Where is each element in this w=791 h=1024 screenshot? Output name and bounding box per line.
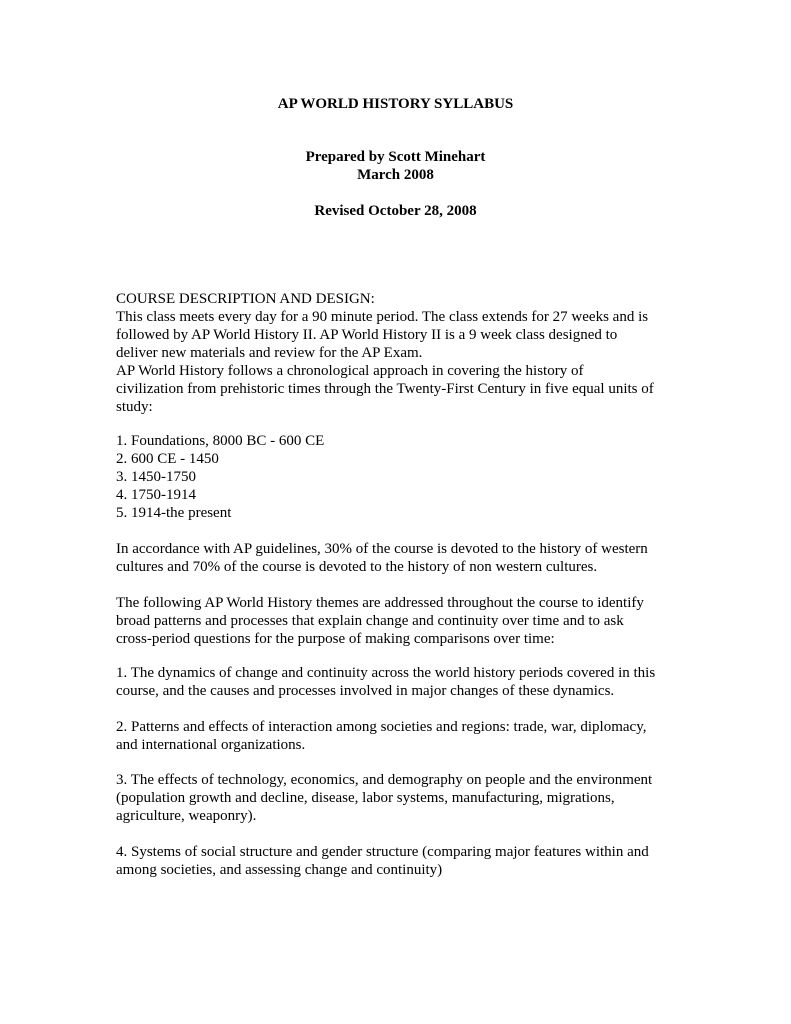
unit-item: 3. 1450-1750 bbox=[116, 469, 196, 485]
paragraph-line: The following AP World History themes are addressed throughout the course to identify bbox=[116, 595, 644, 611]
paragraph-line: deliver new materials and review for the AP Exam. bbox=[116, 345, 423, 361]
unit-item: 4. 1750-1914 bbox=[116, 487, 196, 503]
theme-line: 1. The dynamics of change and continuity across the world history periods covered in this bbox=[116, 665, 656, 681]
paragraph-line: study: bbox=[116, 399, 153, 415]
paragraph-line: AP World History follows a chronological approach in covering the history of bbox=[116, 363, 584, 379]
paragraph-line: In accordance with AP guidelines, 30% of the course is devoted to the history of western bbox=[116, 541, 648, 557]
theme-line: 4. Systems of social structure and gender structure (comparing major features within and bbox=[116, 844, 649, 860]
revised-date: Revised October 28, 2008 bbox=[314, 203, 477, 219]
theme-item-2 bbox=[116, 718, 682, 754]
theme-line: and international organizations. bbox=[116, 737, 306, 753]
paragraph-line: followed by AP World History II. AP World History II is a 9 week class designed to bbox=[116, 327, 618, 343]
document-title: AP WORLD HISTORY SYLLABUS bbox=[277, 96, 514, 112]
unit-item: 5. 1914-the present bbox=[116, 505, 232, 521]
theme-line: 3. The effects of technology, economics, and demography on people and the environment bbox=[116, 772, 653, 788]
theme-line: course, and the causes and processes involved in major changes of these dynamics. bbox=[116, 683, 615, 699]
unit-item: 1. Foundations, 8000 BC - 600 CE bbox=[116, 433, 325, 449]
theme-line: 2. Patterns and effects of interaction among societies and regions: trade, war, diplomacy, bbox=[116, 719, 647, 735]
units-list bbox=[116, 432, 682, 522]
section-heading: COURSE DESCRIPTION AND DESIGN: bbox=[116, 291, 375, 307]
theme-item-1 bbox=[116, 664, 682, 700]
theme-line: among societies, and assessing change and continuity) bbox=[116, 862, 443, 878]
theme-item-3 bbox=[116, 771, 682, 825]
themes-intro-paragraph bbox=[116, 594, 682, 648]
paragraph-line: cultures and 70% of the course is devoted to the history of non western cultures. bbox=[116, 559, 598, 575]
unit-item: 2. 600 CE - 1450 bbox=[116, 451, 219, 467]
prepared-date: March 2008 bbox=[357, 167, 434, 183]
paragraph-line: civilization from prehistoric times through the Twenty-First Century in five equal units of bbox=[116, 381, 654, 397]
course-description-section bbox=[116, 290, 682, 416]
theme-line: (population growth and decline, disease, labor systems, manufacturing, migrations, bbox=[116, 790, 615, 806]
prepared-by: Prepared by Scott Minehart bbox=[305, 149, 486, 165]
paragraph-line: This class meets every day for a 90 minute period. The class extends for 27 weeks and is bbox=[116, 309, 649, 325]
guidelines-paragraph bbox=[116, 540, 682, 576]
paragraph-line: cross-period questions for the purpose of making comparisons over time: bbox=[116, 631, 555, 647]
theme-line: agriculture, weaponry). bbox=[116, 808, 257, 824]
paragraph-line: broad patterns and processes that explain change and continuity over time and to ask bbox=[116, 613, 624, 629]
theme-item-4 bbox=[116, 843, 682, 879]
